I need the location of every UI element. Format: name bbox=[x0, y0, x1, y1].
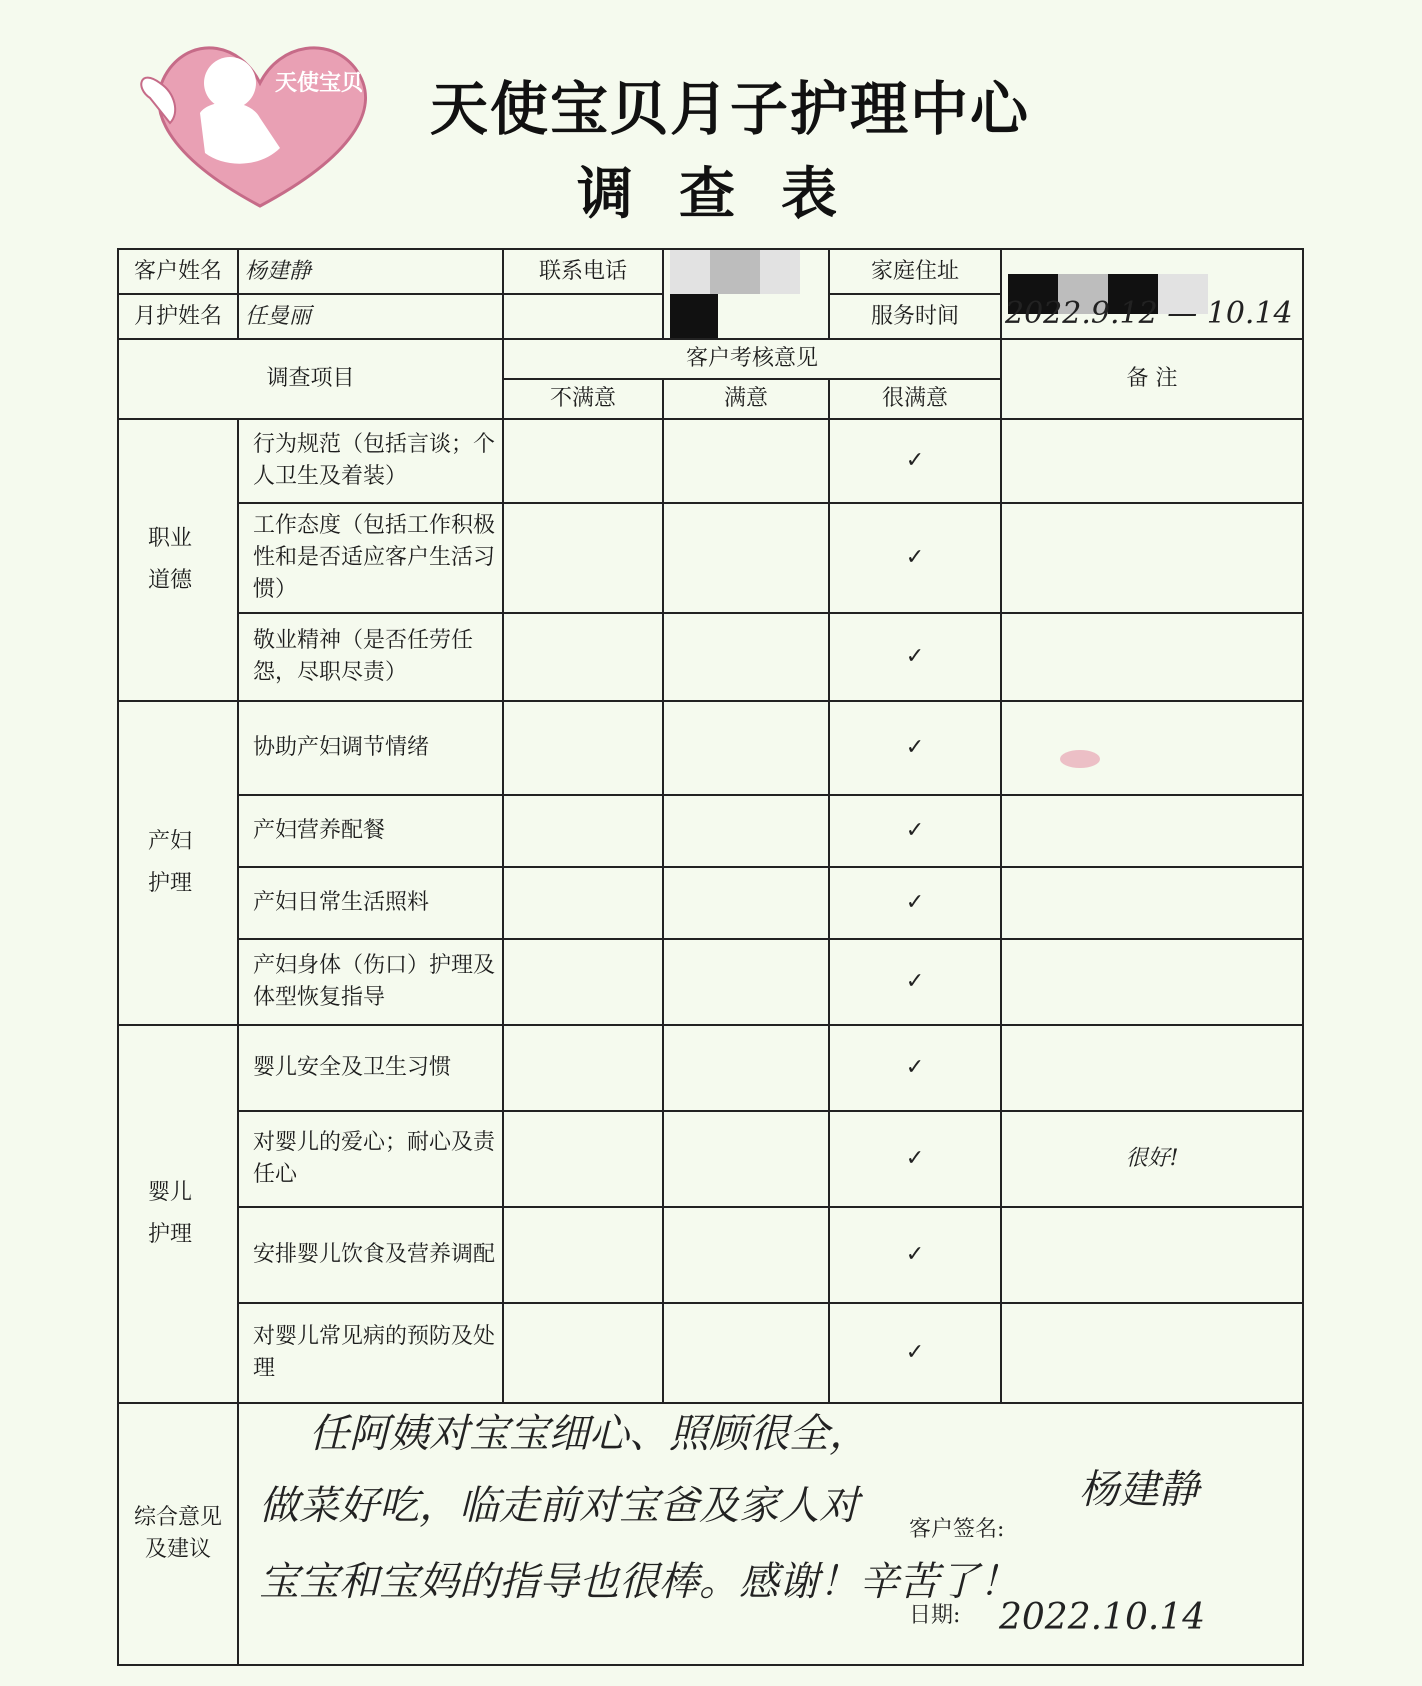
signature-label: 客户签名: bbox=[909, 1514, 1004, 1546]
remark-cell bbox=[1001, 1025, 1303, 1111]
very-satisfied-check-icon: ✓ bbox=[829, 613, 1001, 701]
phone-cell-blank bbox=[503, 294, 663, 339]
logo-text: 天使宝贝 bbox=[275, 71, 364, 96]
satisfied-cell bbox=[663, 1303, 829, 1403]
dissatisfied-cell bbox=[503, 1025, 663, 1111]
very-satisfied-check-icon: ✓ bbox=[829, 1303, 1001, 1403]
item-label: 产妇日常生活照料 bbox=[238, 867, 503, 939]
address-label: 家庭住址 bbox=[829, 249, 1001, 294]
satisfied-cell bbox=[663, 1025, 829, 1111]
table-row bbox=[118, 419, 1303, 503]
remarks-header: 备 注 bbox=[1001, 339, 1303, 419]
comments-row bbox=[118, 1403, 1303, 1665]
logo bbox=[130, 28, 390, 213]
very-satisfied-check-icon: ✓ bbox=[829, 701, 1001, 795]
very-satisfied-check-icon: ✓ bbox=[829, 1111, 1001, 1207]
service-time-value: 2022.9.12 — 10.14 bbox=[1005, 296, 1293, 331]
item-label: 敬业精神（是否任劳任怨，尽职尽责） bbox=[238, 613, 503, 701]
angel-head-icon bbox=[204, 57, 256, 109]
very-satisfied-check-icon: ✓ bbox=[829, 939, 1001, 1025]
table-row bbox=[118, 701, 1303, 795]
very-satisfied-check-icon: ✓ bbox=[829, 867, 1001, 939]
survey-items-header: 调查项目 bbox=[118, 339, 503, 419]
date-label: 日期: bbox=[909, 1603, 961, 1628]
very-satisfied-check-icon: ✓ bbox=[829, 795, 1001, 867]
table-row bbox=[118, 1207, 1303, 1303]
remark-cell bbox=[1001, 701, 1303, 795]
satisfied-cell bbox=[663, 419, 829, 503]
category-label: 婴儿 bbox=[148, 1180, 193, 1205]
remark-cell bbox=[1001, 503, 1303, 613]
satisfied-cell bbox=[663, 795, 829, 867]
comments-label-line: 综合意见 bbox=[133, 1505, 222, 1530]
item-label: 安排婴儿饮食及营养调配 bbox=[238, 1207, 503, 1303]
table-row bbox=[118, 795, 1303, 867]
item-label: 协助产妇调节情绪 bbox=[238, 701, 503, 795]
remark-cell bbox=[1001, 613, 1303, 701]
comment-line: 任阿姨对宝宝细心、照顾很全， bbox=[309, 1411, 869, 1457]
assessment-header: 客户考核意见 bbox=[503, 339, 1001, 379]
category-professional-ethics bbox=[118, 419, 238, 701]
date-value: 2022.10.14 bbox=[999, 1597, 1206, 1638]
nurse-name-value: 任曼丽 bbox=[238, 294, 503, 339]
table-row bbox=[118, 1025, 1303, 1111]
page-title: 天使宝贝月子护理中心 bbox=[429, 75, 1030, 143]
item-label: 工作态度（包括工作积极性和是否适应客户生活习惯） bbox=[238, 503, 503, 613]
satisfied-cell bbox=[663, 1207, 829, 1303]
category-label: 产妇 bbox=[148, 829, 193, 854]
customer-name-value: 杨建静 bbox=[238, 249, 503, 294]
customer-name-label: 客户姓名 bbox=[118, 249, 238, 294]
info-row-1 bbox=[118, 249, 1303, 294]
item-label: 行为规范（包括言谈；个人卫生及着装） bbox=[238, 419, 503, 503]
table-row bbox=[118, 1303, 1303, 1403]
remark-cell bbox=[1001, 795, 1303, 867]
item-label: 对婴儿常见病的预防及处理 bbox=[238, 1303, 503, 1403]
remark-cell bbox=[1001, 1303, 1303, 1403]
table-row bbox=[118, 613, 1303, 701]
dissatisfied-cell bbox=[503, 939, 663, 1025]
satisfied-cell bbox=[663, 701, 829, 795]
dissatisfied-cell bbox=[503, 503, 663, 613]
category-label: 护理 bbox=[148, 1222, 193, 1247]
satisfied-cell bbox=[663, 939, 829, 1025]
very-satisfied-header: 很满意 bbox=[829, 379, 1001, 419]
service-time-label: 服务时间 bbox=[829, 294, 1001, 339]
table-row bbox=[118, 1111, 1303, 1207]
very-satisfied-check-icon: ✓ bbox=[829, 1207, 1001, 1303]
signature-value: 杨建静 bbox=[1079, 1467, 1199, 1513]
category-infant-care bbox=[118, 1025, 238, 1403]
remark-cell: 很好! bbox=[1001, 1111, 1303, 1207]
satisfied-cell bbox=[663, 867, 829, 939]
satisfied-cell bbox=[663, 503, 829, 613]
remark-cell bbox=[1001, 867, 1303, 939]
very-satisfied-check-icon: ✓ bbox=[829, 419, 1001, 503]
page-subtitle: 调查表 bbox=[577, 162, 883, 227]
dissatisfied-cell bbox=[503, 1111, 663, 1207]
remark-cell bbox=[1001, 1207, 1303, 1303]
dissatisfied-cell bbox=[503, 1303, 663, 1403]
comments-label bbox=[118, 1403, 238, 1665]
remark-cell bbox=[1001, 939, 1303, 1025]
dissatisfied-cell bbox=[503, 1207, 663, 1303]
nurse-name-label: 月护姓名 bbox=[118, 294, 238, 339]
satisfied-cell bbox=[663, 613, 829, 701]
dissatisfied-cell bbox=[503, 867, 663, 939]
table-row bbox=[118, 867, 1303, 939]
dissatisfied-header: 不满意 bbox=[503, 379, 663, 419]
comment-line: 宝宝和宝妈的指导也很棒。感谢！辛苦了！ bbox=[259, 1559, 1019, 1605]
dissatisfied-cell bbox=[503, 795, 663, 867]
dissatisfied-cell bbox=[503, 701, 663, 795]
item-label: 对婴儿的爱心；耐心及责任心 bbox=[238, 1111, 503, 1207]
header-row-1 bbox=[118, 339, 1303, 379]
comments-body bbox=[238, 1403, 1303, 1665]
category-label: 护理 bbox=[148, 871, 193, 896]
item-label: 产妇身体（伤口）护理及体型恢复指导 bbox=[238, 939, 503, 1025]
satisfied-header: 满意 bbox=[663, 379, 829, 419]
comment-line: 做菜好吃，临走前对宝爸及家人对 bbox=[259, 1483, 859, 1529]
comments-label-line: 及建议 bbox=[144, 1537, 211, 1562]
item-label: 婴儿安全及卫生习惯 bbox=[238, 1025, 503, 1111]
category-label: 职业 bbox=[148, 526, 193, 551]
very-satisfied-check-icon: ✓ bbox=[829, 503, 1001, 613]
category-label: 道德 bbox=[148, 568, 193, 593]
item-label: 产妇营养配餐 bbox=[238, 795, 503, 867]
survey-table bbox=[117, 248, 1304, 1666]
phone-label: 联系电话 bbox=[503, 249, 663, 294]
table-row bbox=[118, 939, 1303, 1025]
satisfied-cell bbox=[663, 1111, 829, 1207]
remark-cell bbox=[1001, 419, 1303, 503]
table-row bbox=[118, 503, 1303, 613]
phone-value-redacted bbox=[663, 249, 829, 339]
dissatisfied-cell bbox=[503, 613, 663, 701]
dissatisfied-cell bbox=[503, 419, 663, 503]
category-maternal-care bbox=[118, 701, 238, 1025]
very-satisfied-check-icon: ✓ bbox=[829, 1025, 1001, 1111]
